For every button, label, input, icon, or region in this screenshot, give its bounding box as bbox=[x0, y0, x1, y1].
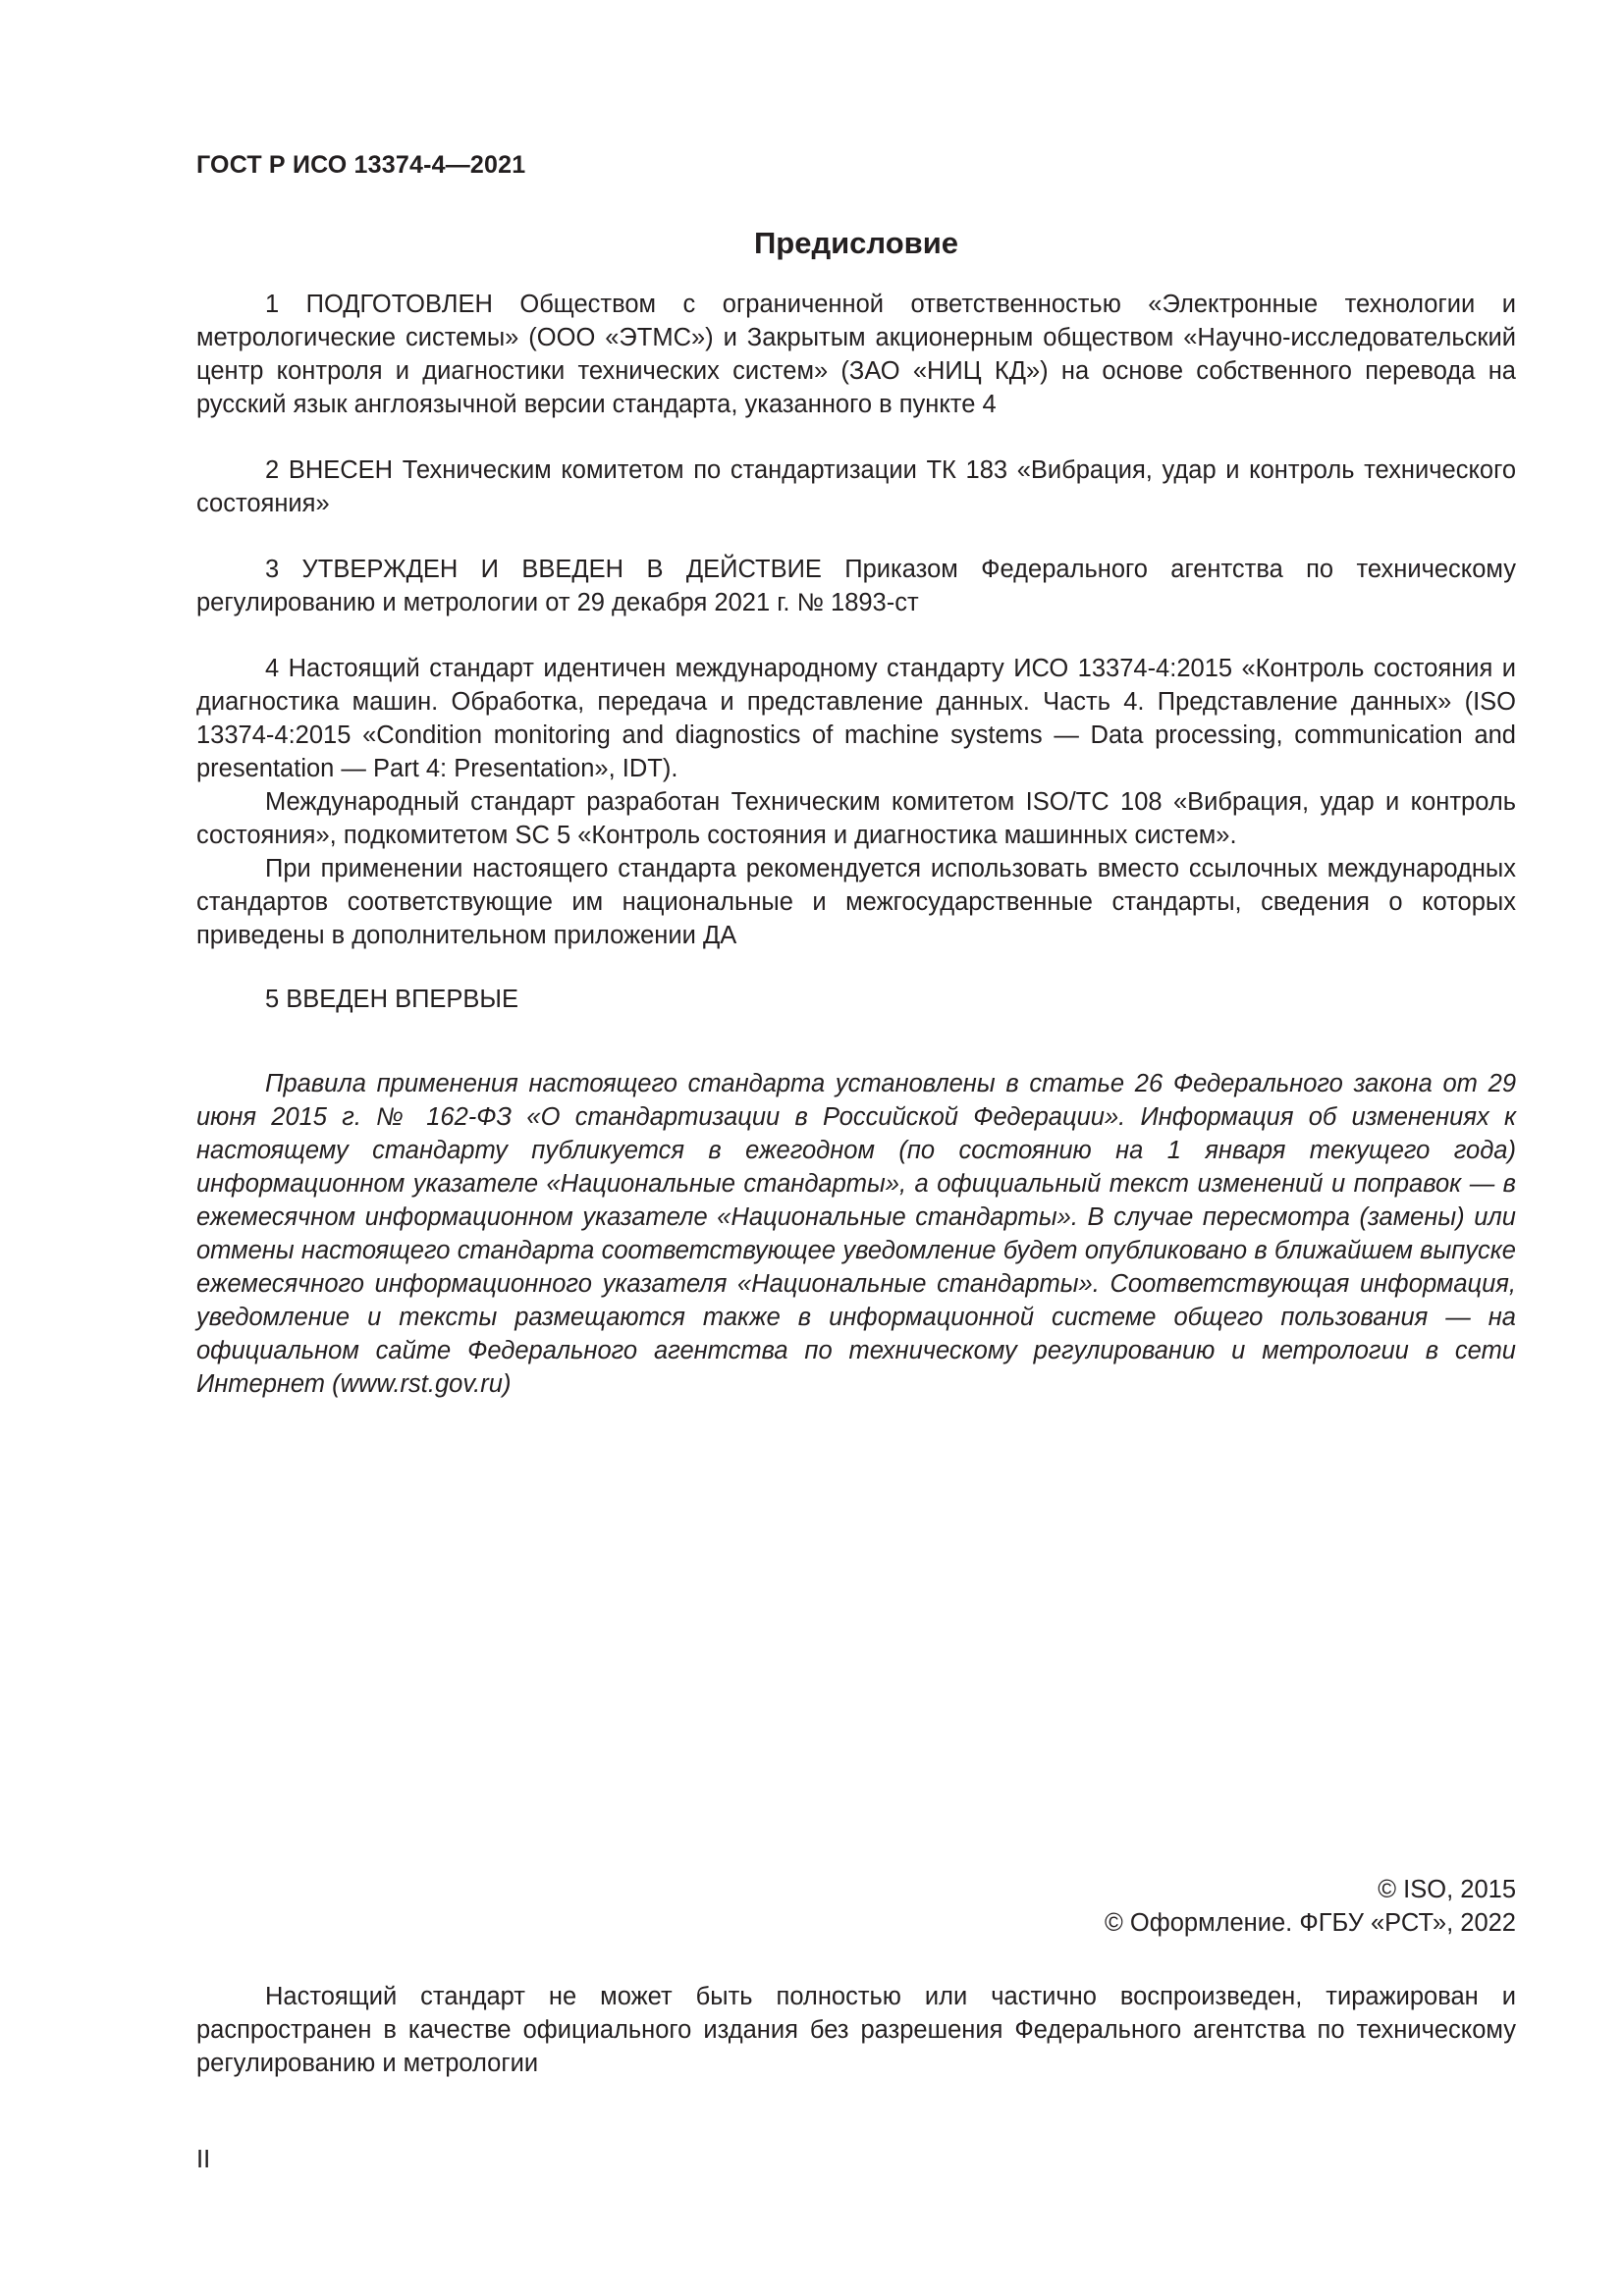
foreword-section-2 bbox=[196, 454, 1516, 520]
foreword-paragraph-1: 1 ПОДГОТОВЛЕН Обществом с ограниченной ответственностью «Электронные технологии и метрологические системы» (ООО «ЭТМС») и Закрытым акционерным обществом «Научно-исследовательский центр контроля и диагностики технических систем» (ЗАО «НИЦ КД») на основе собственного перевода на русский язык англоязычной версии стандарта, указанного в пункте 4 bbox=[196, 291, 1516, 418]
foreword-section-3 bbox=[196, 553, 1516, 619]
page-title: Предисловие bbox=[753, 226, 958, 260]
copyright-iso: © ISO, 2015 bbox=[1378, 1876, 1516, 1903]
page-number: II bbox=[196, 2146, 211, 2173]
foreword-paragraph-2: 2 ВНЕСЕН Техническим комитетом по стандартизации ТК 183 «Вибрация, удар и контроль технического состояния» bbox=[196, 456, 1516, 517]
copyright-design: © Оформление. ФГБУ «РСТ», 2022 bbox=[1105, 1909, 1516, 1937]
foreword-section-5 bbox=[196, 983, 1516, 1016]
foreword-section-4 bbox=[196, 652, 1516, 952]
document-code-header: ГОСТ Р ИСО 13374-4—2021 bbox=[196, 151, 526, 179]
foreword-paragraph-4-committee: Международный стандарт разработан Техническим комитетом ISO/TC 108 «Вибрация, удар и контроль состояния», подкомитетом SC 5 «Контроль состояния и диагностика машинных систем». bbox=[196, 788, 1516, 849]
foreword-paragraph-5: 5 ВВЕДЕН ВПЕРВЫЕ bbox=[265, 986, 519, 1013]
foreword-paragraph-4-references: При применении настоящего стандарта рекомендуется использовать вместо ссылочных международных стандартов соответствующие им национальные и межгосударственные стандарты, сведения о которых приведены в дополнительном приложении ДА bbox=[196, 855, 1516, 949]
reproduction-notice: Настоящий стандарт не может быть полностью или частично воспроизведен, тиражирован и распространен в качестве официального издания без разрешения Федерального агентства по техническому регулированию и метрологии bbox=[196, 1983, 1516, 2077]
foreword-section-1 bbox=[196, 288, 1516, 421]
legal-notice: Правила применения настоящего стандарта установлены в статье 26 Федерального закона от 29 июня 2015 г. № 162-ФЗ «О стандартизации в Российской Федерации». Информация об изменениях к настоящему стандарту публикуется в ежегодном (по состоянию на 1 января текущего года) информационном указателе «Национальные стандарты», а официальный текст изменений и поправок — в ежемесячном информационном указателе «Национальные стандарты». В случае пересмотра (замены) или отмены настоящего стандарта соответствующее уведомление будет опубликовано в ближайшем выпуске ежемесячного информационного указателя «Национальные стандарты». Соответствующая информация, уведомление и тексты размещаются также в информационной системе общего пользования — на официальном сайте Федерального агентства по техническому регулированию и метрологии в сети Интернет (www.rst.gov.ru) bbox=[196, 1070, 1516, 1398]
foreword-paragraph-3: 3 УТВЕРЖДЕН И ВВЕДЕН В ДЕЙСТВИЕ Приказом Федерального агентства по техническому регулированию и метрологии от 29 декабря 2021 г. № 1893-ст bbox=[196, 556, 1516, 616]
foreword-paragraph-4: 4 Настоящий стандарт идентичен международному стандарту ИСО 13374-4:2015 «Контроль состояния и диагностика машин. Обработка, передача и представление данных. Часть 4. Представление данных» (ISO 13374-4:2015 «Condition monitoring and diagnostics of machine systems — Data processing, communication and presentation — Part 4: Presentation», IDT). bbox=[196, 655, 1516, 782]
